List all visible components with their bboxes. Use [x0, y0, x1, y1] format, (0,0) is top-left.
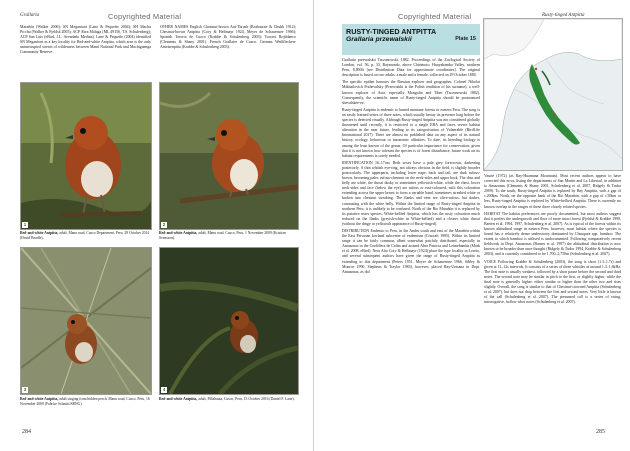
- left-page-number: 284: [22, 429, 31, 435]
- caption-4-text: adult, Pillahuata, Cusco, Peru, 13 October 2016 (Daniel F. Lane).: [197, 397, 295, 401]
- photo-3: [20, 247, 152, 395]
- other-names-text: OTHER NAMES English Chestnut-brown Ant-Thrush (Brabourne & Chubb 1912); Chestnut-brown Antpitta (Cory & Hellmayr 1924, Meyer de Schauensee 1966); Spanish Tororoi de Cuzco (Krabbe & Schulenberg 2003); Tororoí Rojiblanco (Clements & Shany 2001). French Grallaire de Cuzco. German Weißflecken-Ameisenpitta (Krabbe & Schulenberg 2003).: [160, 25, 296, 50]
- right-col-2: [484, 174, 621, 307]
- left-running-head: Grallaria: [20, 13, 40, 18]
- r-col1-para-5: DISTRIBUTION Endemic to Peru, in the Andes south and east of the Marañón within the East Peruvian lowland subcentre of endemism (Cracraft 1985). Within its limited range it can be fairly common, albeit somewhat patchily distributed, especially in Amazonas in the Cordillera de Colán and around Abra Patricia and Leimebamba (Mark et al. 2008, eBird). Near Alto Cory & Hellmayr (1924) place the type locality in Loreto, and several subsequent authors have given the range of Rusty-tinged Antpitta as extending to this department (Peters 1951, Meyer de Schauensee 1966, Sibley & Monroe 1990, Stephens & Traylor 1983), however, placed Ray-Urmana in Dept. Amazonas, as did: [342, 229, 480, 274]
- caption-4-title: Red-and-white Antpitta,: [159, 397, 198, 401]
- caption-2: [159, 231, 297, 240]
- r-col1-para-2: The specific epithet honours the Russian explorer and geographer, Colonel Nikolai Mikhailovich Przhevalsky (Przewalski is the Polish rendition of his surname), a well-known explorer of Asia, especially Mongolia and Tibet (Taczanowski 1882). Consequently, the scientific name of Rusty-tinged Antpitta should be pronounced shevalskee-ee.: [342, 80, 480, 105]
- right-col-1: [342, 58, 480, 277]
- r-col1-para-1: Grallaria przewalskii Taczanowski, 1882, Proceedings of the Zoological Society of London, vol. 56, p. 33, Raymondo, above Chirimoto, Huayabamba Valley, northern Peru, 8,800ft [see Distribution Data for approximate coordinates]. The original description is based on two adults, a male and a female, collected on 29 October 1880.: [342, 58, 480, 78]
- watermark-left: Copyrighted Material: [108, 12, 182, 21]
- caption-1: [20, 231, 150, 240]
- species-header: [342, 24, 480, 55]
- photo-number-3: 3: [23, 387, 27, 392]
- caption-2-title: Red-and-white Antpitta,: [159, 231, 198, 235]
- species-title: RUSTY-TINGED ANTPITTA: [346, 27, 437, 36]
- caption-3-title: Red-and-white Antpitta,: [20, 397, 59, 401]
- photo-2: [159, 82, 299, 230]
- caption-3: [20, 397, 150, 406]
- caption-1-text: adult, Manu road, Cusco Department, Peru, 28 October 2014 (David Beadle).: [20, 231, 150, 240]
- r-col2-para-2: HABITAT The habitat preferences are poorly documented, but most authors suggest that it prefers the undergrowth and floor of more intact forest (Fjeldså & Krabbe 1990, Baeten et al. 1994, 1997, Schulenberg et al. 2007). As is typical of the forests within its known altitudinal range in eastern Peru, however, most habitat where the species is found has a relatively dense understorey dominated by Chusquea spp. bamboo. The extent to which bamboo is utilised is undocumented. Following comparatively recent fieldwork in Dept. Amazonas (Barnes et al. 1997) the altitudinal distribution is now known to be broader than once thought (Ridgely & Tudor 1994, Krabbe & Schulenberg 2003), and is currently considered to be 1,700–2,750m (Schulenberg et al. 2007).: [484, 211, 621, 257]
- photo-number-2: 2: [162, 222, 166, 227]
- right-page-number: 285: [596, 429, 605, 435]
- photo-number-1: 1: [23, 222, 27, 227]
- r-col2-para-1: Vaurie (1972) (as Ray-Huamana Mountain). Most recent authors appear to have corrected this error, listing the departments of San Martín and La Libertad, in addition to Amazonas (Clements & Shany 2001, Schulenberg et al. 2007, Ridgely & Tudor 2009). To the south, Rusty-tinged Antpitta is replaced by Bay Antpitta, with a gap of c.200km. North, on the opposite bank of the Río Marañón, with a gap of c.50km or less, Rusty-tinged Antpitta is replaced by White-bellied Antpitta. There is currently no known overlap in the ranges of these three closely related species.: [484, 174, 621, 209]
- caption-2-text: adult, Manu road, Cusco, Peru, 1 November 2009 (Kristian Svensson).: [159, 231, 286, 240]
- r-col2-para-3: VOICE Following Krabbe & Schulenberg (2003), the song is short (1.3–1.7s) and given at 11–12s intervals. It consists of a series of three whistles at around 1.3–1.6kHz. The first note is usually weakest, followed by a short pause before the second and third notes. The second note may be similar in pitch to the first, or slightly higher, while the final note is generally higher, either similar or higher than the other two and rises slightly. Overall, the song is similar to that of Chestnut-crowned Antpitta (Schulenberg et al. 2007), but does not drop between the first and second notes. Very little is known of the call (Schulenberg et al. 2007). The presumed call is a series of rising, interrogative, hollow whoi notes (Schulenberg et al. 2007).: [484, 259, 621, 305]
- watermark-right: Copyrighted Material: [398, 12, 472, 21]
- caption-1-title: Red-and-white Antpitta,: [20, 231, 59, 235]
- r-col1-para-3: Rusty-tinged Antpitta is endemic to humid montane forests in eastern Peru. The song is an easily learned series of three notes, which usually betray its presence long before the species is detected visually. Although Rusty-tinged Antpitta was not considered globally threatened until recently, it is restricted to a single EBA and faces severe habitat alteration in the near future, leading to its categorisation of Vulnerable (BirdLife International 2017). There are almost no published data on any aspect of its natural history, ecology, behaviour or taxonomic affinities. To date, its breeding biology is among the least known of the genus. Of particular importance for conservation, given that it is not known how tolerant the species is of forest disturbance, future work on its habitat requirements is sorely needed.: [342, 107, 480, 158]
- r-col1-para-4: IDENTIFICATION 16–17cm. Both sexes have a pale grey forecrown, darkening posteriorly. A thin whitish eye-ring, not always obvious in the field, is slightly broader postocularly. The upperparts, including lower nape, back and tail, are dark rufous-brown, becoming paler, rufous-chestnut on the neck-sides and upper back. The chin and belly are white, the throat dusky or sometimes yellowish-white, while the chest, lower neck-sides and face (below the eye) are rufous or rust-coloured, with this coloration extending across the upper breast to form a variable band, sometimes streaked white or broken into chestnut streaking. The flanks and vent are olive-rufous, but darker, contrasting with the white belly. Within the limited range of Rusty-tinged Antpitta in northern Peru, it is unlikely to be confused. North of the Río Marañón it is replaced by its putative sister species, White-bellied Antpitta, which has the rusty coloration much reduced on the flanks (greyish-white in White-bellied) and a clearer white throat (without the dingy or yellowish appearance of Rusty-tinged).: [342, 160, 480, 226]
- caption-3-text: adult singing from hidden perch, Manu road, Cusco, Peru, 16 November 2009 (Fabrice Schmitt/SBNG).: [20, 397, 150, 406]
- photo-4: [159, 247, 299, 395]
- caption-4: [159, 397, 297, 402]
- scientific-name: Grallaria przewalskii: [346, 36, 412, 43]
- photo-number-4: 4: [162, 387, 166, 392]
- right-running-head: Rusty-tinged Antpitta: [542, 13, 585, 18]
- right-page: [314, 0, 630, 451]
- intro-text: Marañón (Walker 2006); SN Megantoni (Lane & Pequeño 2004); SH Machu Picchu (Walker & Fjeldså 2005); ACP Abra Málaga (ML 49156, T.S. Schulenberg); ACP San Luis (eBird, J.L. Avendaño Medina). Lane & Pequeño (2004) identified SN Megantoni as a key locality for Red-and-white Antpitta, which area is the only uninterrupted stretch of wilderness between Manú National Park and Machiguenga Community Reserve.: [20, 25, 151, 55]
- photo-1: [20, 82, 152, 230]
- plate-label: Plate 15: [455, 36, 476, 42]
- left-page: [0, 0, 314, 451]
- distribution-map: [483, 18, 623, 171]
